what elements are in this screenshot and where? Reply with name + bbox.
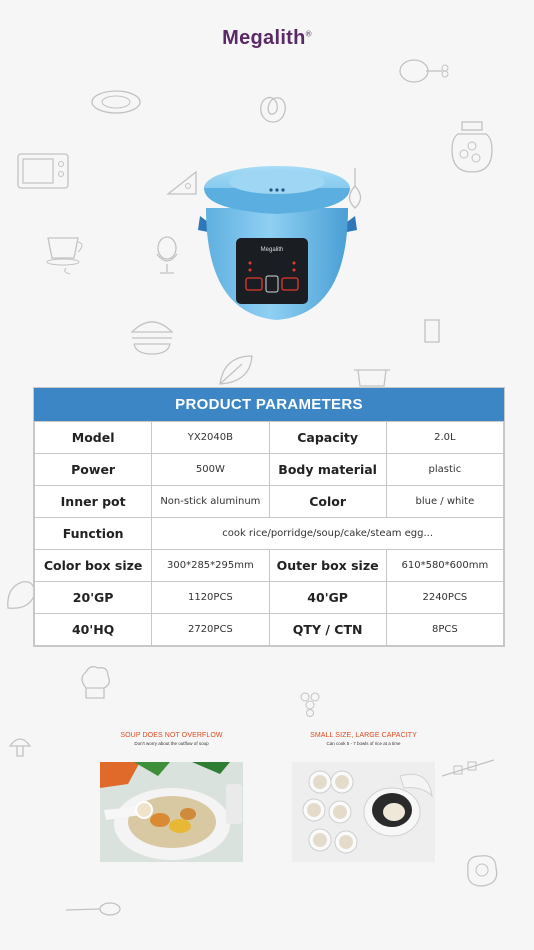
label-outer-box-size: Outer box size <box>269 550 386 582</box>
mug-doodle-icon <box>422 316 444 346</box>
microwave-doodle-icon <box>16 152 70 190</box>
burger-doodle-icon <box>128 314 176 358</box>
promo-subtitle: Don't worry about the outflow of soup <box>134 741 209 746</box>
value-color: blue / white <box>386 486 503 518</box>
label-capacity: Capacity <box>269 422 386 454</box>
label-model: Model <box>35 422 152 454</box>
rice-bowls-photo-icon <box>292 762 435 862</box>
panel-brand-text: Megalith <box>260 247 284 253</box>
value-power: 500W <box>152 454 269 486</box>
value-body-material: plastic <box>386 454 503 486</box>
brand-logo <box>0 27 534 50</box>
table-row <box>35 614 504 646</box>
table-row <box>35 454 504 486</box>
label-40hq: 40'HQ <box>35 614 152 646</box>
value-40hq: 2720PCS <box>152 614 269 646</box>
promo-soup <box>100 732 243 746</box>
label-qty-ctn: QTY / CTN <box>269 614 386 646</box>
spoon-doodle-icon <box>64 898 122 920</box>
label-body-material: Body material <box>269 454 386 486</box>
table-row <box>35 422 504 454</box>
promo-capacity <box>292 732 435 746</box>
label-inner-pot: Inner pot <box>35 486 152 518</box>
value-function: cook rice/porridge/soup/cake/steam egg... <box>152 518 504 550</box>
product-parameters-table <box>33 387 505 647</box>
table-row <box>35 550 504 582</box>
pretzel-doodle-icon <box>255 92 291 126</box>
table-row <box>35 486 504 518</box>
fried-egg-doodle-icon <box>462 852 502 890</box>
mushroom-doodle-icon <box>8 734 32 760</box>
brand-name: Megalith <box>222 27 306 49</box>
chicken-leg-doodle-icon <box>398 55 450 87</box>
plate-doodle-icon <box>90 88 142 116</box>
value-20gp: 1120PCS <box>152 582 269 614</box>
table-row <box>35 518 504 550</box>
soup-pot-photo-icon <box>100 762 243 862</box>
value-capacity: 2.0L <box>386 422 503 454</box>
promo-title: SOUP DOES NOT OVERFLOW <box>120 732 223 739</box>
registered-mark: ® <box>305 29 312 39</box>
label-20gp: 20'GP <box>35 582 152 614</box>
value-outer-box-size: 610*580*600mm <box>386 550 503 582</box>
label-color-box-size: Color box size <box>35 550 152 582</box>
label-40gp: 40'GP <box>269 582 386 614</box>
label-function: Function <box>35 518 152 550</box>
leaf-doodle-icon <box>216 352 256 388</box>
chef-hat-doodle-icon <box>78 664 112 704</box>
value-qty-ctn: 8PCS <box>386 614 503 646</box>
egg-cup-doodle-icon <box>152 236 182 276</box>
rice-cooker-illustration-icon <box>190 160 365 330</box>
pot-doodle-icon <box>350 364 394 388</box>
parameters-grid <box>34 421 504 646</box>
jar-doodle-icon <box>448 120 496 176</box>
product-parameters-header: PRODUCT PARAMETERS <box>34 388 504 421</box>
value-color-box-size: 300*285*295mm <box>152 550 269 582</box>
promo-subtitle: Can cook 5 - 7 bowls of rice at a time <box>326 741 401 746</box>
label-color: Color <box>269 486 386 518</box>
value-inner-pot: Non-stick aluminum <box>152 486 269 518</box>
value-model: YX2040B <box>152 422 269 454</box>
grapes-doodle-icon <box>296 688 326 718</box>
teacup-doodle-icon <box>44 228 90 276</box>
value-40gp: 2240PCS <box>386 582 503 614</box>
skewer-doodle-icon <box>440 754 496 784</box>
promo-title: SMALL SIZE, LARGE CAPACITY <box>310 732 417 739</box>
label-power: Power <box>35 454 152 486</box>
table-row <box>35 582 504 614</box>
